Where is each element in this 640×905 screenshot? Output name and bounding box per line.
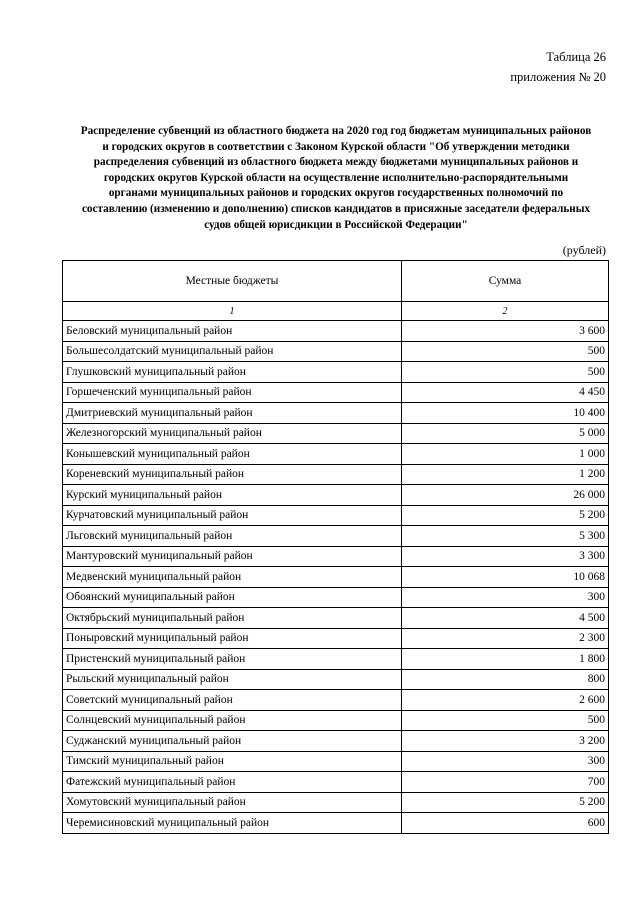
column-header-budgets: Местные бюджеты [63, 261, 402, 302]
amount-cell: 300 [402, 587, 609, 608]
budget-name-cell: Глушковский муниципальный район [63, 362, 402, 383]
unit-label: (рублей) [562, 243, 606, 257]
table-row [63, 321, 609, 342]
budget-name-cell: Суджанский муниципальный район [63, 731, 402, 752]
amount-cell: 500 [402, 362, 609, 383]
table-row [63, 792, 609, 813]
budget-name-cell: Дмитриевский муниципальный район [63, 403, 402, 424]
amount-cell: 5 200 [402, 505, 609, 526]
appendix-label: приложения № 20 [510, 70, 606, 84]
amount-cell: 3 600 [402, 321, 609, 342]
table-row [63, 813, 609, 834]
table-row [63, 403, 609, 424]
budget-name-cell: Тимский муниципальный район [63, 751, 402, 772]
table-row [63, 382, 609, 403]
amount-cell: 1 000 [402, 444, 609, 465]
table-row [63, 546, 609, 567]
table-row [63, 649, 609, 670]
budget-name-cell: Хомутовский муниципальный район [63, 792, 402, 813]
budget-name-cell: Большесолдатский муниципальный район [63, 341, 402, 362]
table-row [63, 341, 609, 362]
amount-cell: 1 800 [402, 649, 609, 670]
budget-name-cell: Советский муниципальный район [63, 690, 402, 711]
table-row [63, 690, 609, 711]
table-row [63, 567, 609, 588]
budget-name-cell: Железногорский муниципальный район [63, 423, 402, 444]
table-body [63, 261, 609, 834]
budget-name-cell: Курский муниципальный район [63, 485, 402, 506]
table-row [63, 444, 609, 465]
amount-cell: 800 [402, 669, 609, 690]
document-title: Распределение субвенций из областного бюджета на 2020 год год бюджетам муниципальных районов и городских округов в соответствии с Законом Курской области "Об утверждении методики распределения субвенций из областного бюджета между бюджетами муниципальных районов и городских округов Курской области на осуществление исполнительно-распорядительными органами муниципальных районов и городских округов государственных полномочий по составлению (изменению и дополнению) списков кандидатов в присяжные заседатели федеральных судов общей юрисдикции в Российской Федерации" [80, 125, 592, 231]
table-row [63, 485, 609, 506]
amount-cell: 10 068 [402, 567, 609, 588]
column-number-1: 1 [63, 302, 402, 321]
amount-cell: 4 450 [402, 382, 609, 403]
amount-cell: 500 [402, 341, 609, 362]
amount-cell: 1 200 [402, 464, 609, 485]
budget-name-cell: Октябрьский муниципальный район [63, 608, 402, 629]
amount-cell: 10 400 [402, 403, 609, 424]
budget-name-cell: Конышевский муниципальный район [63, 444, 402, 465]
table-row [63, 505, 609, 526]
amount-cell: 600 [402, 813, 609, 834]
amount-cell: 2 600 [402, 690, 609, 711]
amount-cell: 2 300 [402, 628, 609, 649]
table-row [63, 464, 609, 485]
column-number-2: 2 [402, 302, 609, 321]
table-row [63, 751, 609, 772]
table-row [63, 731, 609, 752]
table-row [63, 526, 609, 547]
budget-name-cell: Черемисиновский муниципальный район [63, 813, 402, 834]
budget-name-cell: Обоянский муниципальный район [63, 587, 402, 608]
amount-cell: 3 300 [402, 546, 609, 567]
budget-name-cell: Поныровский муниципальный район [63, 628, 402, 649]
budget-name-cell: Фатежский муниципальный район [63, 772, 402, 793]
amount-cell: 4 500 [402, 608, 609, 629]
column-header-amount: Сумма [402, 261, 609, 302]
amount-cell: 700 [402, 772, 609, 793]
budget-name-cell: Мантуровский муниципальный район [63, 546, 402, 567]
budget-name-cell: Медвенский муниципальный район [63, 567, 402, 588]
amount-cell: 3 200 [402, 731, 609, 752]
table-row [63, 587, 609, 608]
table-row [63, 628, 609, 649]
table-row [63, 772, 609, 793]
table-row [63, 362, 609, 383]
table-row [63, 608, 609, 629]
table-row [63, 669, 609, 690]
table-number-label: Таблица 26 [546, 50, 606, 64]
amount-cell: 26 000 [402, 485, 609, 506]
budget-name-cell: Горшеченский муниципальный район [63, 382, 402, 403]
amount-cell: 5 000 [402, 423, 609, 444]
amount-cell: 5 300 [402, 526, 609, 547]
table-row [63, 710, 609, 731]
budget-name-cell: Курчатовский муниципальный район [63, 505, 402, 526]
amount-cell: 5 200 [402, 792, 609, 813]
budget-name-cell: Льговский муниципальный район [63, 526, 402, 547]
budget-name-cell: Солнцевский муниципальный район [63, 710, 402, 731]
amount-cell: 300 [402, 751, 609, 772]
table-row [63, 423, 609, 444]
budget-name-cell: Беловский муниципальный район [63, 321, 402, 342]
table-header-row [63, 261, 609, 302]
budget-name-cell: Рыльский муниципальный район [63, 669, 402, 690]
column-number-row [63, 302, 609, 321]
amount-cell: 500 [402, 710, 609, 731]
budget-name-cell: Пристенский муниципальный район [63, 649, 402, 670]
budget-name-cell: Кореневский муниципальный район [63, 464, 402, 485]
subvention-table [62, 260, 609, 834]
